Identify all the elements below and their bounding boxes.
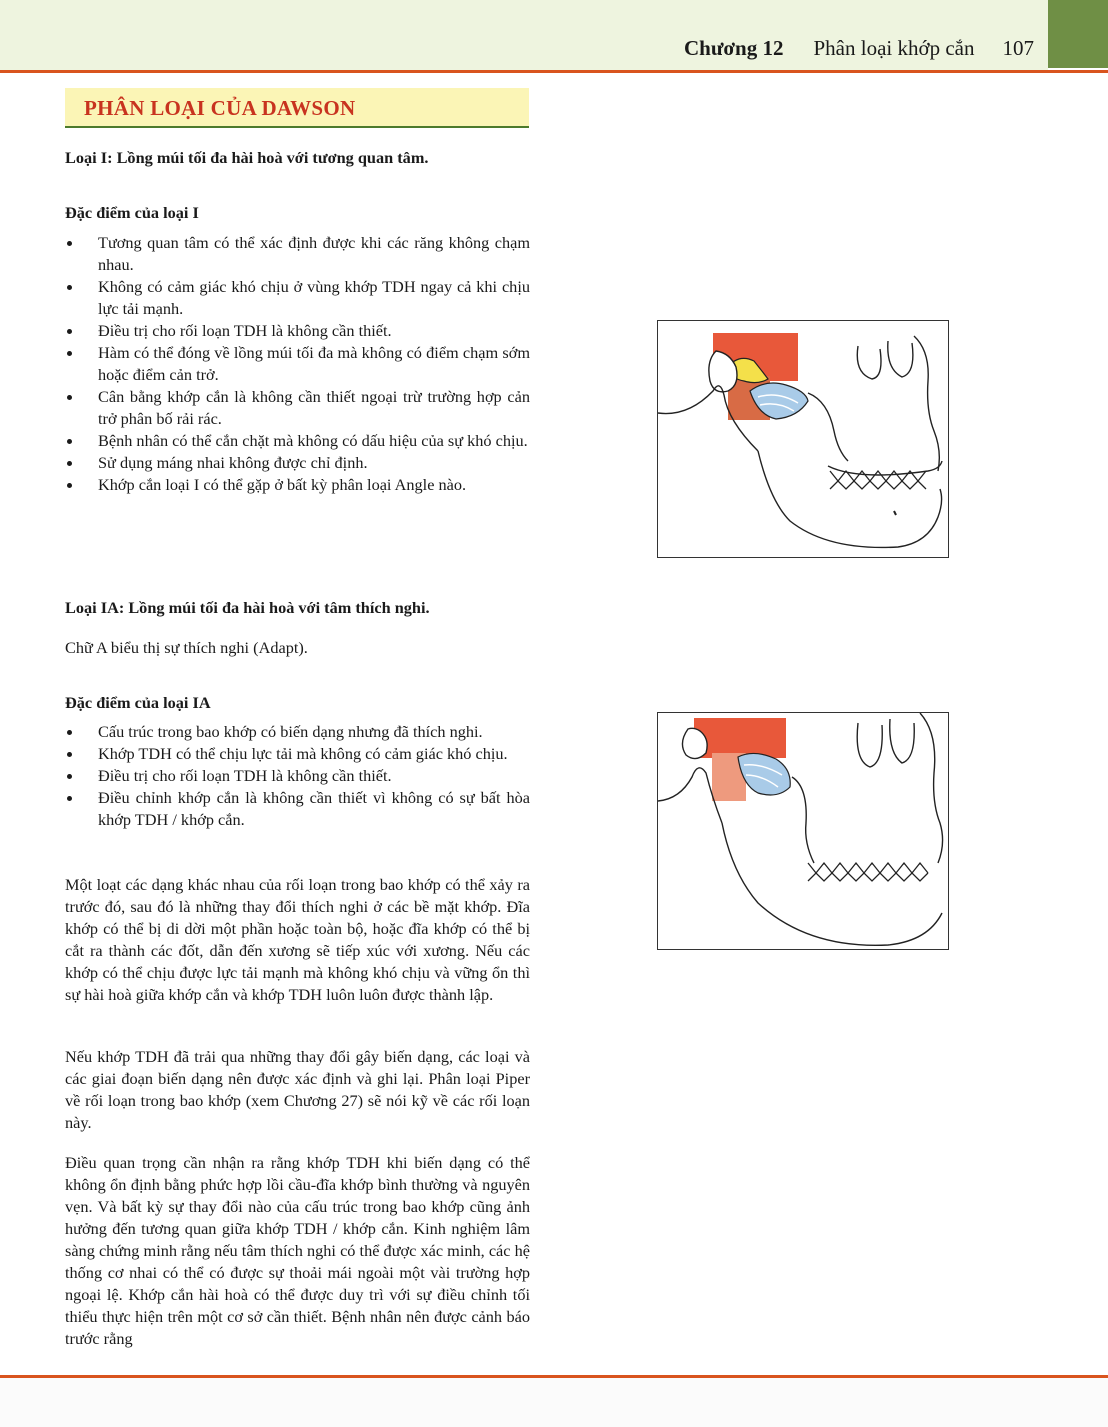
paragraph: Điều quan trọng cần nhận ra rằng khớp TDH khi biến dạng có thể không ổn định bằng phức hợp lồi cầu-đĩa khớp bình thường và nguyên vẹn. Và bất kỳ sự thay đổi nào của cấu trúc trong bao khớp cũng ảnh hưởng đến tương quan giữa khớp TDH / khớp cắn. Kinh nghiệm lâm sàng chứng minh rằng nếu tâm thích nghi có thể được xác minh, các hệ thống cơ nhai có thể có được sự thoải mái ngoài một vài trường hợp ngoại lệ. Khớp cắn hài hoà có thể được duy trì với sự điều chỉnh tối thiểu thực hiện trên một cơ sở cần thiết. Bệnh nhân nên được cảnh báo trước rằng <box>65 1153 530 1348</box>
skull-illustration-class1 <box>657 320 949 558</box>
chapter-label: Chương <box>683 36 758 60</box>
class1-heading: Loại I: Lồng múi tối đa hài hoà với tương quan tâm. <box>65 148 429 167</box>
header-tab <box>1048 0 1108 68</box>
list-item: Hàm có thể đóng về lồng múi tối đa mà không có điểm chạm sớm hoặc điểm cản trở. <box>65 342 530 386</box>
list-item: Khớp cắn loại I có thể gặp ở bất kỳ phân loại Angle nào. <box>65 474 530 496</box>
list-item: Bệnh nhân có thể cắn chặt mà không có dấu hiệu của sự khó chịu. <box>65 430 530 452</box>
list-item: Điều chỉnh khớp cắn là không cần thiết vì không có sự bất hòa khớp TDH / khớp cắn. <box>65 787 530 831</box>
list-item: Sử dụng máng nhai không được chỉ định. <box>65 452 530 474</box>
list-item: Khớp TDH có thể chịu lực tải mà không có cảm giác khó chịu. <box>65 743 530 765</box>
list-item: Không có cảm giác khó chịu ở vùng khớp TDH ngay cả khi chịu lực tải mạnh. <box>65 276 530 320</box>
class1a-note: Chữ A biểu thị sự thích nghi (Adapt). <box>65 638 308 657</box>
class1-features-heading: Đặc điểm của loại I <box>65 203 199 222</box>
paragraph: Một loạt các dạng khác nhau của rối loạn trong bao khớp có thể xảy ra trước đó, sau đó là những thay đổi thích nghi ở các bề mặt khớp. Đĩa khớp có thể bị di dời một phần hoặc toàn bộ, hoặc đĩa khớp có thể bị cắt ra thành các đốt, dẫn đến xương sẽ tiếp xúc với xương. Nếu các khớp có thể chịu được lực tải mạnh mà không khó chịu và vững ổn thì sự hài hoà giữa khớp cắn và khớp TDH luôn luôn được thành lập. <box>65 875 530 1004</box>
running-head <box>684 36 1034 61</box>
skull-illustration-class1a <box>657 712 949 950</box>
class1a-feature-list <box>65 721 530 831</box>
chapter-title: Phân loại khớp cắn <box>813 36 975 60</box>
class1-feature-list <box>65 232 530 496</box>
chapter-number: 12 <box>762 36 784 60</box>
header-rule <box>0 70 1108 73</box>
list-item: Tương quan tâm có thể xác định được khi các răng không chạm nhau. <box>65 232 530 276</box>
paragraph: Nếu khớp TDH đã trải qua những thay đổi gây biến dạng, các loại và các giai đoạn biến dạng nên được xác định và ghi lại. Phân loại Piper về rối loạn trong bao khớp (xem Chương 27) sẽ nói kỹ về các rối loạn này. <box>65 1047 530 1132</box>
page-number: 107 <box>1002 36 1034 60</box>
footer-band <box>0 1378 1108 1427</box>
section-title: PHÂN LOẠI CỦA DAWSON <box>84 96 356 120</box>
class1a-heading: Loại IA: Lồng múi tối đa hài hoà với tâm thích nghi. <box>65 598 430 617</box>
list-item: Cấu trúc trong bao khớp có biến dạng nhưng đã thích nghi. <box>65 721 530 743</box>
list-item: Điều trị cho rối loạn TDH là không cần thiết. <box>65 320 530 342</box>
section-title-box <box>65 88 529 128</box>
class1a-features-heading: Đặc điểm của loại IA <box>65 693 211 712</box>
list-item: Điều trị cho rối loạn TDH là không cần thiết. <box>65 765 530 787</box>
list-item: Cân bằng khớp cắn là không cần thiết ngoại trừ trường hợp cản trở phân bố rải rác. <box>65 386 530 430</box>
